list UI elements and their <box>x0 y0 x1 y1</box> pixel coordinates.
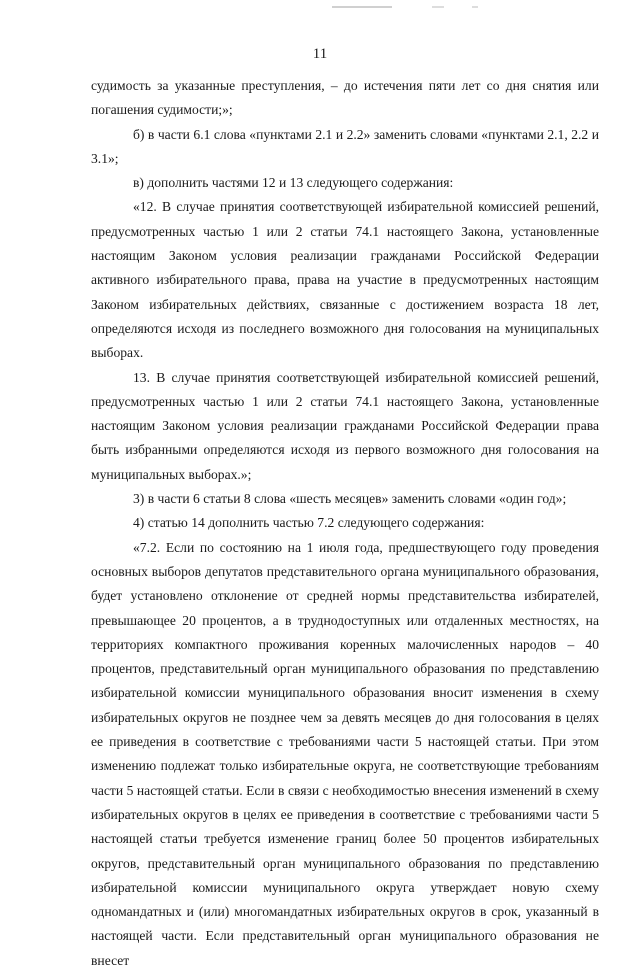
paragraph-part-7-2: «7.2. Если по состоянию на 1 июля года, предшествующего году проведения основных выборов депутатов представительного органа муниципального образования, будет установлено отклонение от средней нормы представительства избирателей, превышающее 20 процентов, а в труднодоступных или отдаленных местностях, на территориях компактного проживания коренных малочисленных народов – 40 процентов, представительный орган муниципального образования по представлению избирательной комиссии муниципального образования вносит изменения в схему избирательных округов не позднее чем за девять месяцев до дня голосования в целях ее приведения в соответствие с требованиями части 5 настоящей статьи. При этом изменению подлежат только избирательные округа, не соответствующие требованиям части 5 настоящей статьи. Если в связи с необходимостью внесения изменений в схему избирательных округов в целях ее приведения в соответствие с требованиями части 5 настоящей статьи требуется изменение границ более 50 процентов избирательных округов, представительный орган муниципального образования по представлению избирательной комиссии муниципального округа утверждает новую схему одномандатных и (или) многомандатных избирательных округов в срок, указанный в настоящей части. Если представительный орган муниципального образования не внесет <box>91 539 599 968</box>
paragraph-item-3: 3) в части 6 статьи 8 слова «шесть месяцев» заменить словами «один год»; <box>133 491 567 507</box>
document-body <box>91 74 599 973</box>
paragraph-continuation: судимость за указанные преступления, – до истечения пяти лет со дня снятия или погашения судимости;»; <box>91 78 599 118</box>
page-number: 11 <box>312 46 328 62</box>
paragraph-item-4: 4) статью 14 дополнить частью 7.2 следующего содержания: <box>133 515 485 531</box>
scan-artifact <box>332 6 512 8</box>
paragraph-part-12: «12. В случае принятия соответствующей избирательной комиссией решений, предусмотренных частью 1 или 2 статьи 74.1 настоящего Закона, установленные настоящим Законом условия реализации гражданами Российской Федерации активного избирательного права, права на участие в предусмотренных настоящим Законом избирательных действиях, связанные с достижением возраста 18 лет, определяются исходя из последнего возможного дня голосования на муниципальных выборах. <box>91 199 599 361</box>
paragraph-item-v: в) дополнить частями 12 и 13 следующего содержания: <box>133 175 454 191</box>
paragraph-part-13: 13. В случае принятия соответствующей избирательной комиссией решений, предусмотренных частью 1 или 2 статьи 74.1 настоящего Закона, установленные настоящим Законом условия реализации гражданами Российской Федерации права быть избранными определяются исходя из первого возможного дня голосования на муниципальных выборах.»; <box>91 369 599 482</box>
paragraph-item-b: б) в части 6.1 слова «пунктами 2.1 и 2.2» заменить словами «пунктами 2.1, 2.2 и 3.1»; <box>91 126 599 166</box>
